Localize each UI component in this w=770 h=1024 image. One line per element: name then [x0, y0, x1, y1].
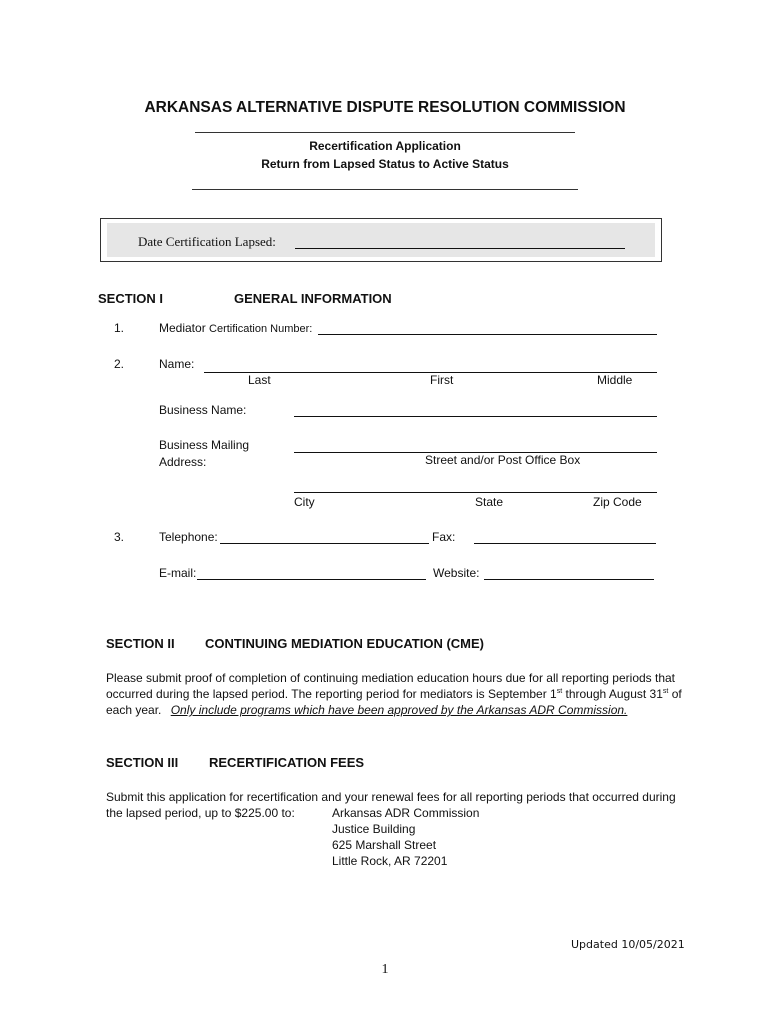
- cme-line-2: [106, 686, 682, 702]
- document-title: ARKANSAS ALTERNATIVE DISPUTE RESOLUTION COMMISSION: [144, 99, 626, 116]
- address-line: Little Rock, AR 72201: [332, 854, 448, 868]
- city-caption: City: [294, 495, 315, 509]
- cme-emphasis: Only include programs which have been approved by the Arkansas ADR Commission.: [170, 703, 628, 717]
- address-line: 625 Marshall Street: [332, 838, 437, 852]
- cme-line-3-a: each year.: [106, 703, 162, 717]
- cme-sup-1: st: [556, 688, 563, 695]
- lapsed-date-label: Date Certification Lapsed:: [138, 234, 276, 249]
- header-rule-bottom: [192, 189, 578, 190]
- lapsed-date-field[interactable]: [295, 248, 625, 249]
- website-label: Website:: [433, 566, 480, 580]
- website-field[interactable]: [484, 579, 654, 580]
- header-rule-top: [195, 132, 575, 133]
- cme-line-3: [106, 702, 666, 718]
- business-name-label: Business Name:: [159, 403, 247, 417]
- section-2-title: CONTINUING MEDIATION EDUCATION (CME): [205, 636, 484, 651]
- fax-label: Fax:: [432, 530, 456, 544]
- cme-sup-2: st: [662, 688, 669, 695]
- address-line: Justice Building: [332, 822, 416, 836]
- document-subtitle: Recertification Application: [309, 139, 461, 153]
- section-1-title: GENERAL INFORMATION: [234, 291, 392, 306]
- page-number: 1: [381, 962, 389, 977]
- certification-label-part-a: Mediator: [159, 321, 206, 335]
- name-last-caption: Last: [248, 373, 271, 387]
- section-1-number: SECTION I: [98, 291, 164, 306]
- fees-line-2: the lapsed period, up to $225.00 to:: [106, 806, 295, 820]
- address-line: Arkansas ADR Commission: [332, 806, 480, 820]
- section-2-number: SECTION II: [106, 636, 175, 651]
- updated-date: Updated 10/05/2021: [571, 938, 685, 951]
- mailing-address-label-1: Business Mailing: [159, 438, 250, 452]
- mailing-address-label-2: Address:: [159, 455, 207, 469]
- zip-caption: Zip Code: [593, 495, 642, 509]
- street-caption: Street and/or Post Office Box: [425, 453, 581, 467]
- item-1-number: 1.: [114, 321, 125, 335]
- telephone-field[interactable]: [220, 543, 429, 544]
- name-middle-caption: Middle: [597, 373, 633, 387]
- fees-line-1: Submit this application for recertification and your renewal fees for all reporting periods that occurred during: [106, 790, 676, 804]
- state-caption: State: [475, 495, 504, 509]
- cme-line-1: Please submit proof of completion of continuing mediation education hours due for all reporting periods that: [106, 671, 676, 685]
- cme-line-2-a: occurred during the lapsed period. The reporting period for mediators is September 1: [106, 687, 557, 701]
- name-label: Name:: [159, 357, 195, 371]
- item-3-number: 3.: [114, 530, 125, 544]
- email-label: E-mail:: [159, 566, 197, 580]
- cme-line-2-c: of: [668, 687, 682, 701]
- email-field[interactable]: [197, 579, 426, 580]
- lapsed-date-box: [100, 218, 662, 262]
- mailing-address-block: [332, 805, 479, 869]
- certification-number-label: [159, 321, 312, 336]
- fax-field[interactable]: [474, 543, 656, 544]
- telephone-label: Telephone:: [159, 530, 218, 544]
- business-name-field[interactable]: [294, 416, 657, 417]
- cme-paragraph: [106, 670, 682, 718]
- cme-line-2-b: through August 31: [562, 687, 663, 701]
- section-3-title: RECERTIFICATION FEES: [209, 755, 365, 770]
- item-2-number: 2.: [114, 357, 125, 371]
- certification-number-field[interactable]: [318, 334, 657, 335]
- certification-label-part-b: Certification Number:: [209, 323, 313, 335]
- name-first-caption: First: [430, 373, 454, 387]
- document-subtitle-status: Return from Lapsed Status to Active Status: [261, 157, 509, 171]
- section-3-number: SECTION III: [106, 755, 179, 770]
- city-state-zip-field[interactable]: [294, 492, 657, 493]
